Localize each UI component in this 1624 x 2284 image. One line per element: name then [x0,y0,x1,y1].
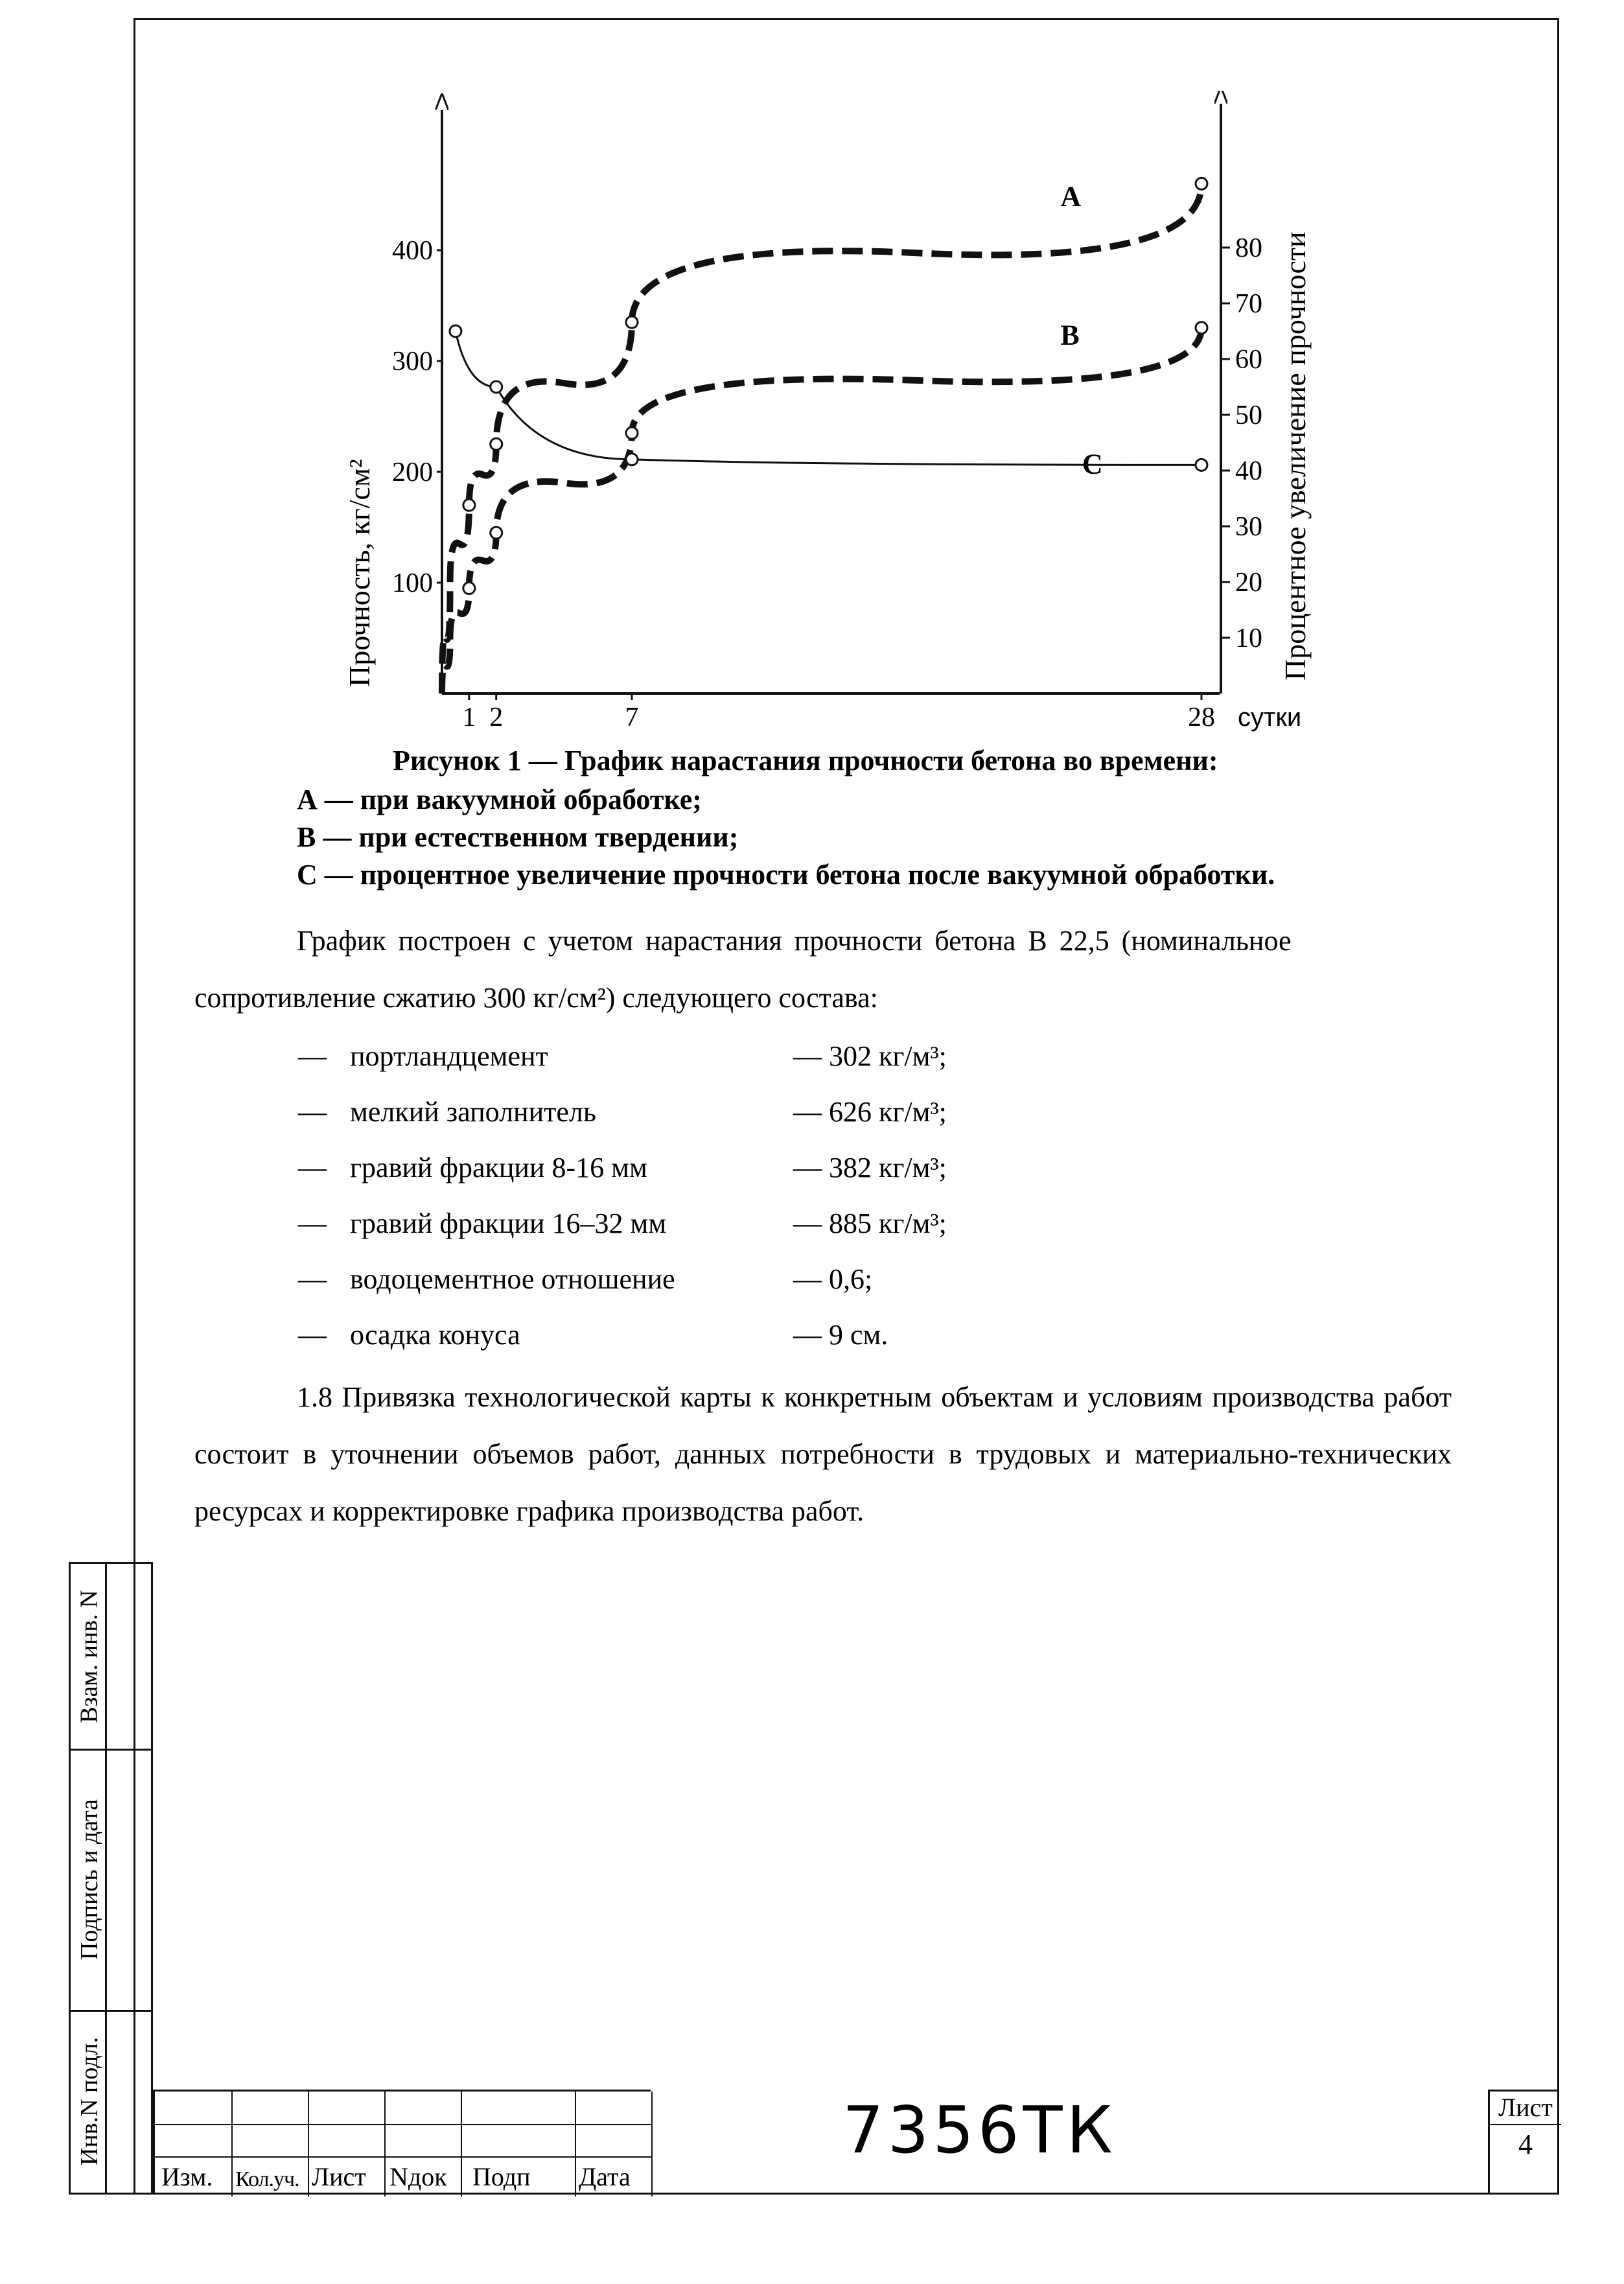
left-axis-title: Прочность, кг/см² [343,459,376,687]
x-tick-label: 2 [489,703,504,732]
stamp-kolych: Кол.уч. [235,2167,299,2191]
composition-name: осадка конуса [350,1319,520,1351]
data-point-a [1196,178,1207,189]
strength-chart [311,91,1322,739]
revision-row-line [155,2124,653,2125]
revision-col-line [461,2092,462,2197]
composition-dash: — [298,1319,327,1351]
revision-col-line [384,2092,386,2197]
series-label-b: B [1060,319,1080,351]
figure-caption-title: Рисунок 1 — График нарастания прочности бетона во времени: [393,745,1218,776]
data-point-b [491,527,502,539]
right-tick-label: 10 [1235,623,1262,653]
vzam-inv-cell [75,1564,104,1749]
revision-col-line [231,2092,233,2197]
right-tick-label: 30 [1235,512,1262,542]
composition-dash: — [298,1207,327,1239]
paragraph-1-line-2: сопротивление сжатию 300 кг/см²) следующего состава: [194,982,878,1014]
sheet-number: 4 [1518,2128,1533,2160]
composition-value: — 302 кг/м³; [793,1040,947,1072]
figure-caption-c: С — процентное увеличение прочности бетона после вакуумной обработки. [297,859,1275,891]
x-tick-label: 28 [1188,703,1215,732]
data-point-b [626,427,638,439]
data-point-a [491,438,502,450]
stamp-list: Лист [312,2162,366,2191]
chart-axes [437,104,1230,700]
data-point-a [626,316,638,328]
revision-row-line [155,2156,653,2158]
stamp-ndok: Nдок [389,2162,447,2191]
series-line-c [456,331,1201,465]
series-label-a: A [1060,180,1082,213]
left-tick-label: 200 [392,458,433,487]
composition-name: гравий фракции 16–32 мм [350,1207,667,1239]
revision-col-line [575,2092,576,2197]
podpis-cell [75,1749,104,2010]
paragraph-2: 1.8 Привязка технологической карты к конкретным объектам и условиям производства работ состоит в уточнении объемов работ, данных потребности в трудовых и материально-технических ресурсах и корректировке графика производства работ. [194,1381,1452,1527]
composition-name: гравий фракции 8-16 мм [350,1152,647,1183]
chart-series [442,178,1207,693]
sheet-box [1488,2090,1559,2195]
data-point-c [1196,459,1207,471]
x-tick-label: 1 [462,703,476,732]
composition-value: — 626 кг/м³; [793,1096,947,1128]
composition-name: мелкий заполнитель [350,1096,596,1128]
revision-col-line [651,2092,653,2197]
podpis-label: Подпись и дата [76,1799,104,1960]
stamp-podp: Подп [472,2162,531,2191]
left-tick-label: 400 [392,236,433,266]
series-line-a [442,180,1201,693]
x-axis-label: сутки [1238,703,1302,732]
composition-value: — 9 см. [793,1319,888,1351]
sheet-label: Лист [1490,2092,1561,2125]
composition-value: — 0,6; [793,1263,873,1295]
document-code: 7356ТК [842,2092,1117,2168]
revision-table [153,2090,651,2195]
composition-name: водоцементное отношение [350,1263,675,1295]
composition-dash: — [298,1152,327,1183]
stamp-izm: Изм. [161,2162,213,2191]
right-tick-label: 70 [1235,289,1262,319]
composition-dash: — [298,1040,327,1072]
composition-value: — 382 кг/м³; [793,1152,947,1183]
inv-podl-label: Инв.N подл. [76,2036,104,2166]
vzam-inv-label: Взам. инв. N [76,1589,104,1723]
revision-col-line [308,2092,309,2197]
chart-labels [343,181,1312,732]
data-point-a [463,499,475,511]
left-tick-label: 300 [392,347,433,377]
right-tick-label: 20 [1235,568,1262,598]
composition-value: — 885 кг/м³; [793,1207,947,1239]
data-point-c [450,325,461,337]
right-tick-label: 80 [1235,233,1262,263]
data-point-b [463,583,475,594]
side-stamp-strip [69,1562,153,2195]
composition-name: портландцемент [350,1040,548,1072]
composition-dash: — [298,1263,327,1295]
right-axis-title: Процентное увеличение прочности [1279,231,1312,681]
paragraph-1-line-1: График построен с учетом нарастания прочности бетона В 22,5 (номинальное [297,925,1292,957]
composition-dash: — [298,1096,327,1128]
left-tick-label: 100 [392,568,433,598]
figure-caption-a: А — при вакуумной обработке; [297,784,702,815]
data-point-c [626,454,638,465]
stamp-data: Дата [579,2162,631,2191]
right-tick-label: 40 [1235,456,1262,486]
data-point-c [491,381,502,393]
x-tick-label: 7 [625,703,639,732]
right-tick-label: 50 [1235,401,1262,430]
right-tick-label: 60 [1235,345,1262,375]
series-label-c: C [1082,448,1103,480]
figure-caption-b: В — при естественном твердении; [297,821,739,853]
data-point-b [1196,322,1207,334]
series-line-b [442,328,1201,693]
inv-podl-cell [75,2010,104,2193]
